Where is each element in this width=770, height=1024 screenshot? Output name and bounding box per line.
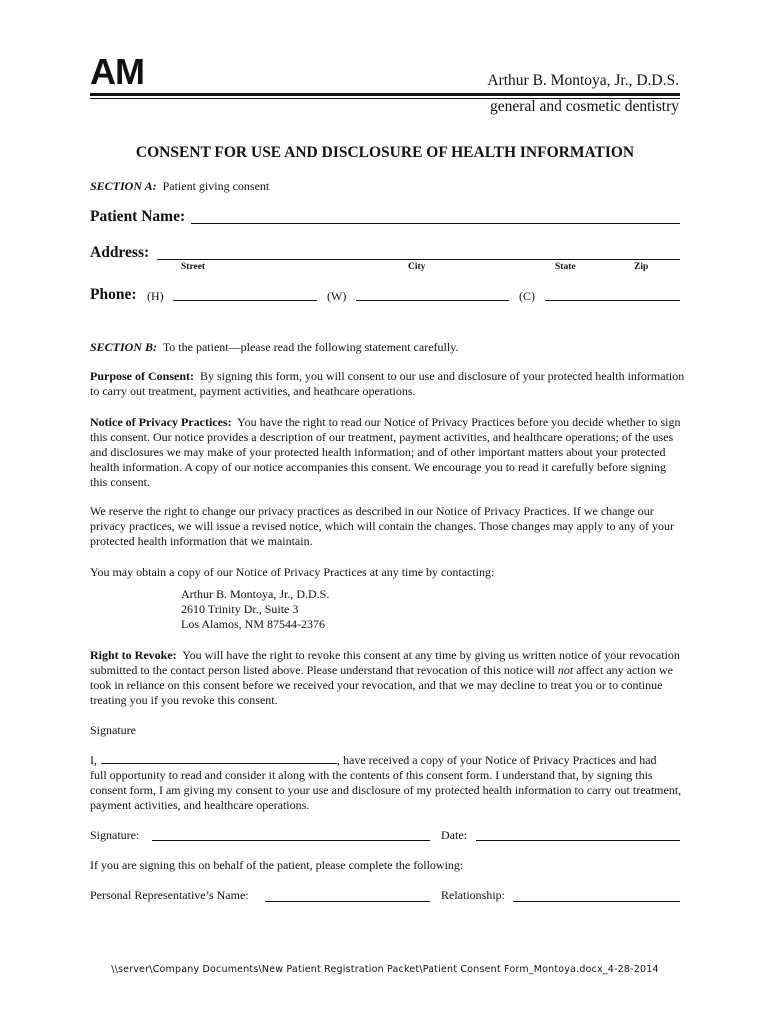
address-field[interactable] <box>157 259 680 260</box>
section-b-text: To the patient—please read the following statement carefully. <box>162 340 459 354</box>
footer-file-path: \\server\Company Documents\New Patient Registration Packet\Patient Consent Form_Montoya.docx_4-28-2014 <box>111 964 659 975</box>
phone-work-field[interactable] <box>356 300 509 301</box>
acknowledgement-paragraph <box>90 752 685 813</box>
ack-text-1: , have received a copy of your Notice of Privacy Practices and had <box>337 753 657 767</box>
section-b-line <box>90 340 458 355</box>
ack-text-2: full opportunity to read and consider it along with the contents of this consent form. I understand that, by signing this consent form, I am giving my consent to your use and disclosure of my protected health information to carry out treatment, payment activities, and healthcare operations. <box>90 768 682 812</box>
relationship-label: Relationship: <box>441 888 505 902</box>
relationship-field[interactable] <box>513 901 680 902</box>
phone-cell-label: (C) <box>519 289 535 303</box>
contact-city: Los Alamos, NM 87544-2376 <box>181 617 325 631</box>
signature-heading: Signature <box>90 723 136 737</box>
section-a-heading: SECTION A: <box>90 179 157 193</box>
phone-cell-field[interactable] <box>545 300 680 301</box>
address-city-label: City <box>408 262 426 272</box>
purpose-heading: Purpose of Consent: <box>90 369 194 383</box>
rep-name-field[interactable] <box>265 901 430 902</box>
revoke-not: not <box>557 663 574 677</box>
section-a-text: Patient giving consent <box>162 179 270 193</box>
section-a-line <box>90 179 269 194</box>
patient-name-field[interactable] <box>191 223 680 224</box>
signature-label: Signature: <box>90 828 140 842</box>
behalf-paragraph: If you are signing this on behalf of the patient, please complete the following: <box>90 858 464 872</box>
rep-name-label: Personal Representative’s Name: <box>90 888 249 902</box>
purpose-text: By signing this form, you will consent to our use and disclosure of your protected health information to carry out treatment, payment activities, and heathcare operations. <box>90 369 685 398</box>
revoke-heading: Right to Revoke: <box>90 648 177 662</box>
phone-label: Phone: <box>90 286 137 303</box>
revoke-text-1: You will have the right to revoke this consent at any time by giving us written notice of your revocation submitted to the contact person listed above. Please understand that revocation of this notice will <box>90 648 680 677</box>
form-title: CONSENT FOR USE AND DISCLOSURE OF HEALTH INFORMATION <box>135 144 635 161</box>
signature-field[interactable] <box>152 840 430 841</box>
revoke-text-2: affect any action we took in reliance on this consent before we received your revocation, and that we may decline to treat you or to continue treating you if you revoke this consent. <box>90 663 673 707</box>
date-field[interactable] <box>476 840 680 841</box>
purpose-paragraph <box>90 369 685 399</box>
patient-name-label: Patient Name: <box>90 208 186 225</box>
address-label: Address: <box>90 244 150 261</box>
ack-name-field[interactable] <box>101 752 337 764</box>
obtain-paragraph: You may obtain a copy of our Notice of Privacy Practices at any time by contacting: <box>90 565 495 579</box>
address-zip-label: Zip <box>634 262 649 272</box>
notice-paragraph <box>90 415 685 490</box>
reserve-paragraph: We reserve the right to change our privacy practices as described in our Notice of Privacy Practices. If we change our privacy practices, we will issue a revised notice, which will contain the changes. Those changes may apply to any of your protected health information that we maintain. <box>90 504 674 548</box>
header-rule-thick <box>90 93 680 96</box>
address-state-label: State <box>555 262 576 272</box>
notice-text: You have the right to read our Notice of Privacy Practices before you decide whether to sign this consent. Our notice provides a description of our treatment, payment activities, and healthcare operations; of the uses and disclosures we may make of your protected health information; and of other important matters about your protected health information. A copy of our notice accompanies this consent. We encourage you to read it carefully before signing this consent. <box>90 415 681 489</box>
phone-home-label: (H) <box>147 289 164 303</box>
practice-logo: AM <box>90 51 144 92</box>
ack-prefix: I, <box>90 753 97 767</box>
contact-name: Arthur B. Montoya, Jr., D.D.S. <box>181 587 330 601</box>
notice-heading: Notice of Privacy Practices: <box>90 415 232 429</box>
phone-home-field[interactable] <box>173 300 317 301</box>
doctor-name: Arthur B. Montoya, Jr., D.D.S. <box>487 72 679 89</box>
revoke-paragraph <box>90 648 685 708</box>
address-street-label: Street <box>181 262 206 272</box>
practice-tagline: general and cosmetic dentistry <box>490 98 679 115</box>
date-label: Date: <box>441 828 467 842</box>
section-b-heading: SECTION B: <box>90 340 158 354</box>
phone-work-label: (W) <box>327 289 347 303</box>
contact-street: 2610 Trinity Dr., Suite 3 <box>181 602 299 616</box>
